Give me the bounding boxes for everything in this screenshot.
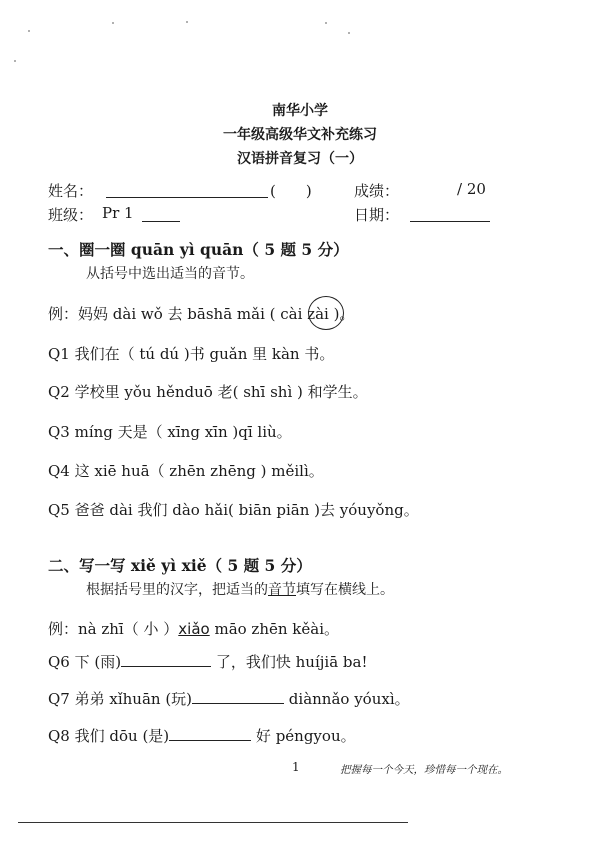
instruction-text-post: 填写在横线上。: [296, 582, 394, 598]
worksheet-subtitle: 一年级高级华文补充练习: [223, 127, 377, 143]
q7-blank[interactable]: [192, 690, 284, 704]
question-q3: Q3 míng 天是（ xīng xīn )qī liù。: [48, 423, 292, 441]
score-label: 成绩：: [354, 182, 400, 200]
q8-blank[interactable]: [169, 727, 251, 741]
q7-post: diànnǎo yóuxì。: [284, 690, 410, 708]
date-blank[interactable]: [410, 208, 490, 222]
question-q6: [48, 651, 367, 672]
name-label: 姓名：: [48, 182, 94, 200]
bottom-rule: [18, 822, 408, 823]
section1-heading: 一、圈一圈 quān yì quān（ 5 题 5 分）: [48, 240, 349, 259]
instruction-text-pre: 根据括号里的汉字，把适当的: [86, 582, 268, 598]
section2-instruction: [86, 579, 394, 599]
question-q1: Q1 我们在（ tú dú )书 guǎn 里 kàn 书。: [48, 345, 335, 363]
example-post: māo zhēn kěài。: [209, 620, 340, 638]
section1-instruction: 从括号中选出适当的音节。: [86, 266, 254, 282]
q7-pre: Q7 弟弟 xǐhuān (玩): [48, 690, 193, 708]
section2-heading: 二、写一写 xiě yì xiě（ 5 题 5 分）: [48, 556, 312, 575]
class-value: Pr 1: [102, 204, 134, 222]
name-paren: ( ): [270, 182, 312, 200]
section2-example: [48, 618, 339, 639]
class-blank[interactable]: [142, 208, 180, 222]
question-q2: Q2 学校里 yǒu hěnduō 老( shī shì ) 和学生。: [48, 383, 368, 401]
q6-blank[interactable]: [121, 653, 211, 667]
question-q5: Q5 爸爸 dài 我们 dào hǎi( biān piān )去 yóuyǒng。: [48, 501, 419, 519]
date-label: 日期：: [354, 206, 400, 224]
page-number: 1: [292, 760, 300, 774]
school-name: 南华小学: [272, 103, 328, 119]
worksheet-topic: 汉语拼音复习（一）: [237, 151, 363, 167]
example-answer: xiǎo: [178, 620, 210, 638]
question-q4: Q4 这 xiē huā（ zhēn zhēng ) měilì。: [48, 462, 324, 480]
section1-example: 例：妈妈 dài wǒ 去 bāshā mǎi ( cài zài )。: [48, 305, 355, 323]
name-blank[interactable]: [106, 184, 268, 198]
class-label: 班级：: [48, 206, 94, 224]
question-q8: [48, 725, 356, 746]
q8-post: 好 péngyou。: [251, 727, 356, 745]
example-pre: 例：nà zhī（ 小 ）: [48, 620, 179, 638]
question-q7: [48, 688, 410, 709]
q6-post: 了，我们快 huíjiā ba!: [211, 653, 368, 671]
answer-circle: [308, 296, 344, 330]
instruction-text-underlined: 音节: [268, 582, 296, 598]
footer-motto: 把握每一个今天，珍惜每一个现在。: [340, 764, 508, 776]
score-total: / 20: [457, 180, 486, 198]
q6-pre: Q6 下 (雨): [48, 653, 122, 671]
q8-pre: Q8 我们 dōu (是): [48, 727, 170, 745]
